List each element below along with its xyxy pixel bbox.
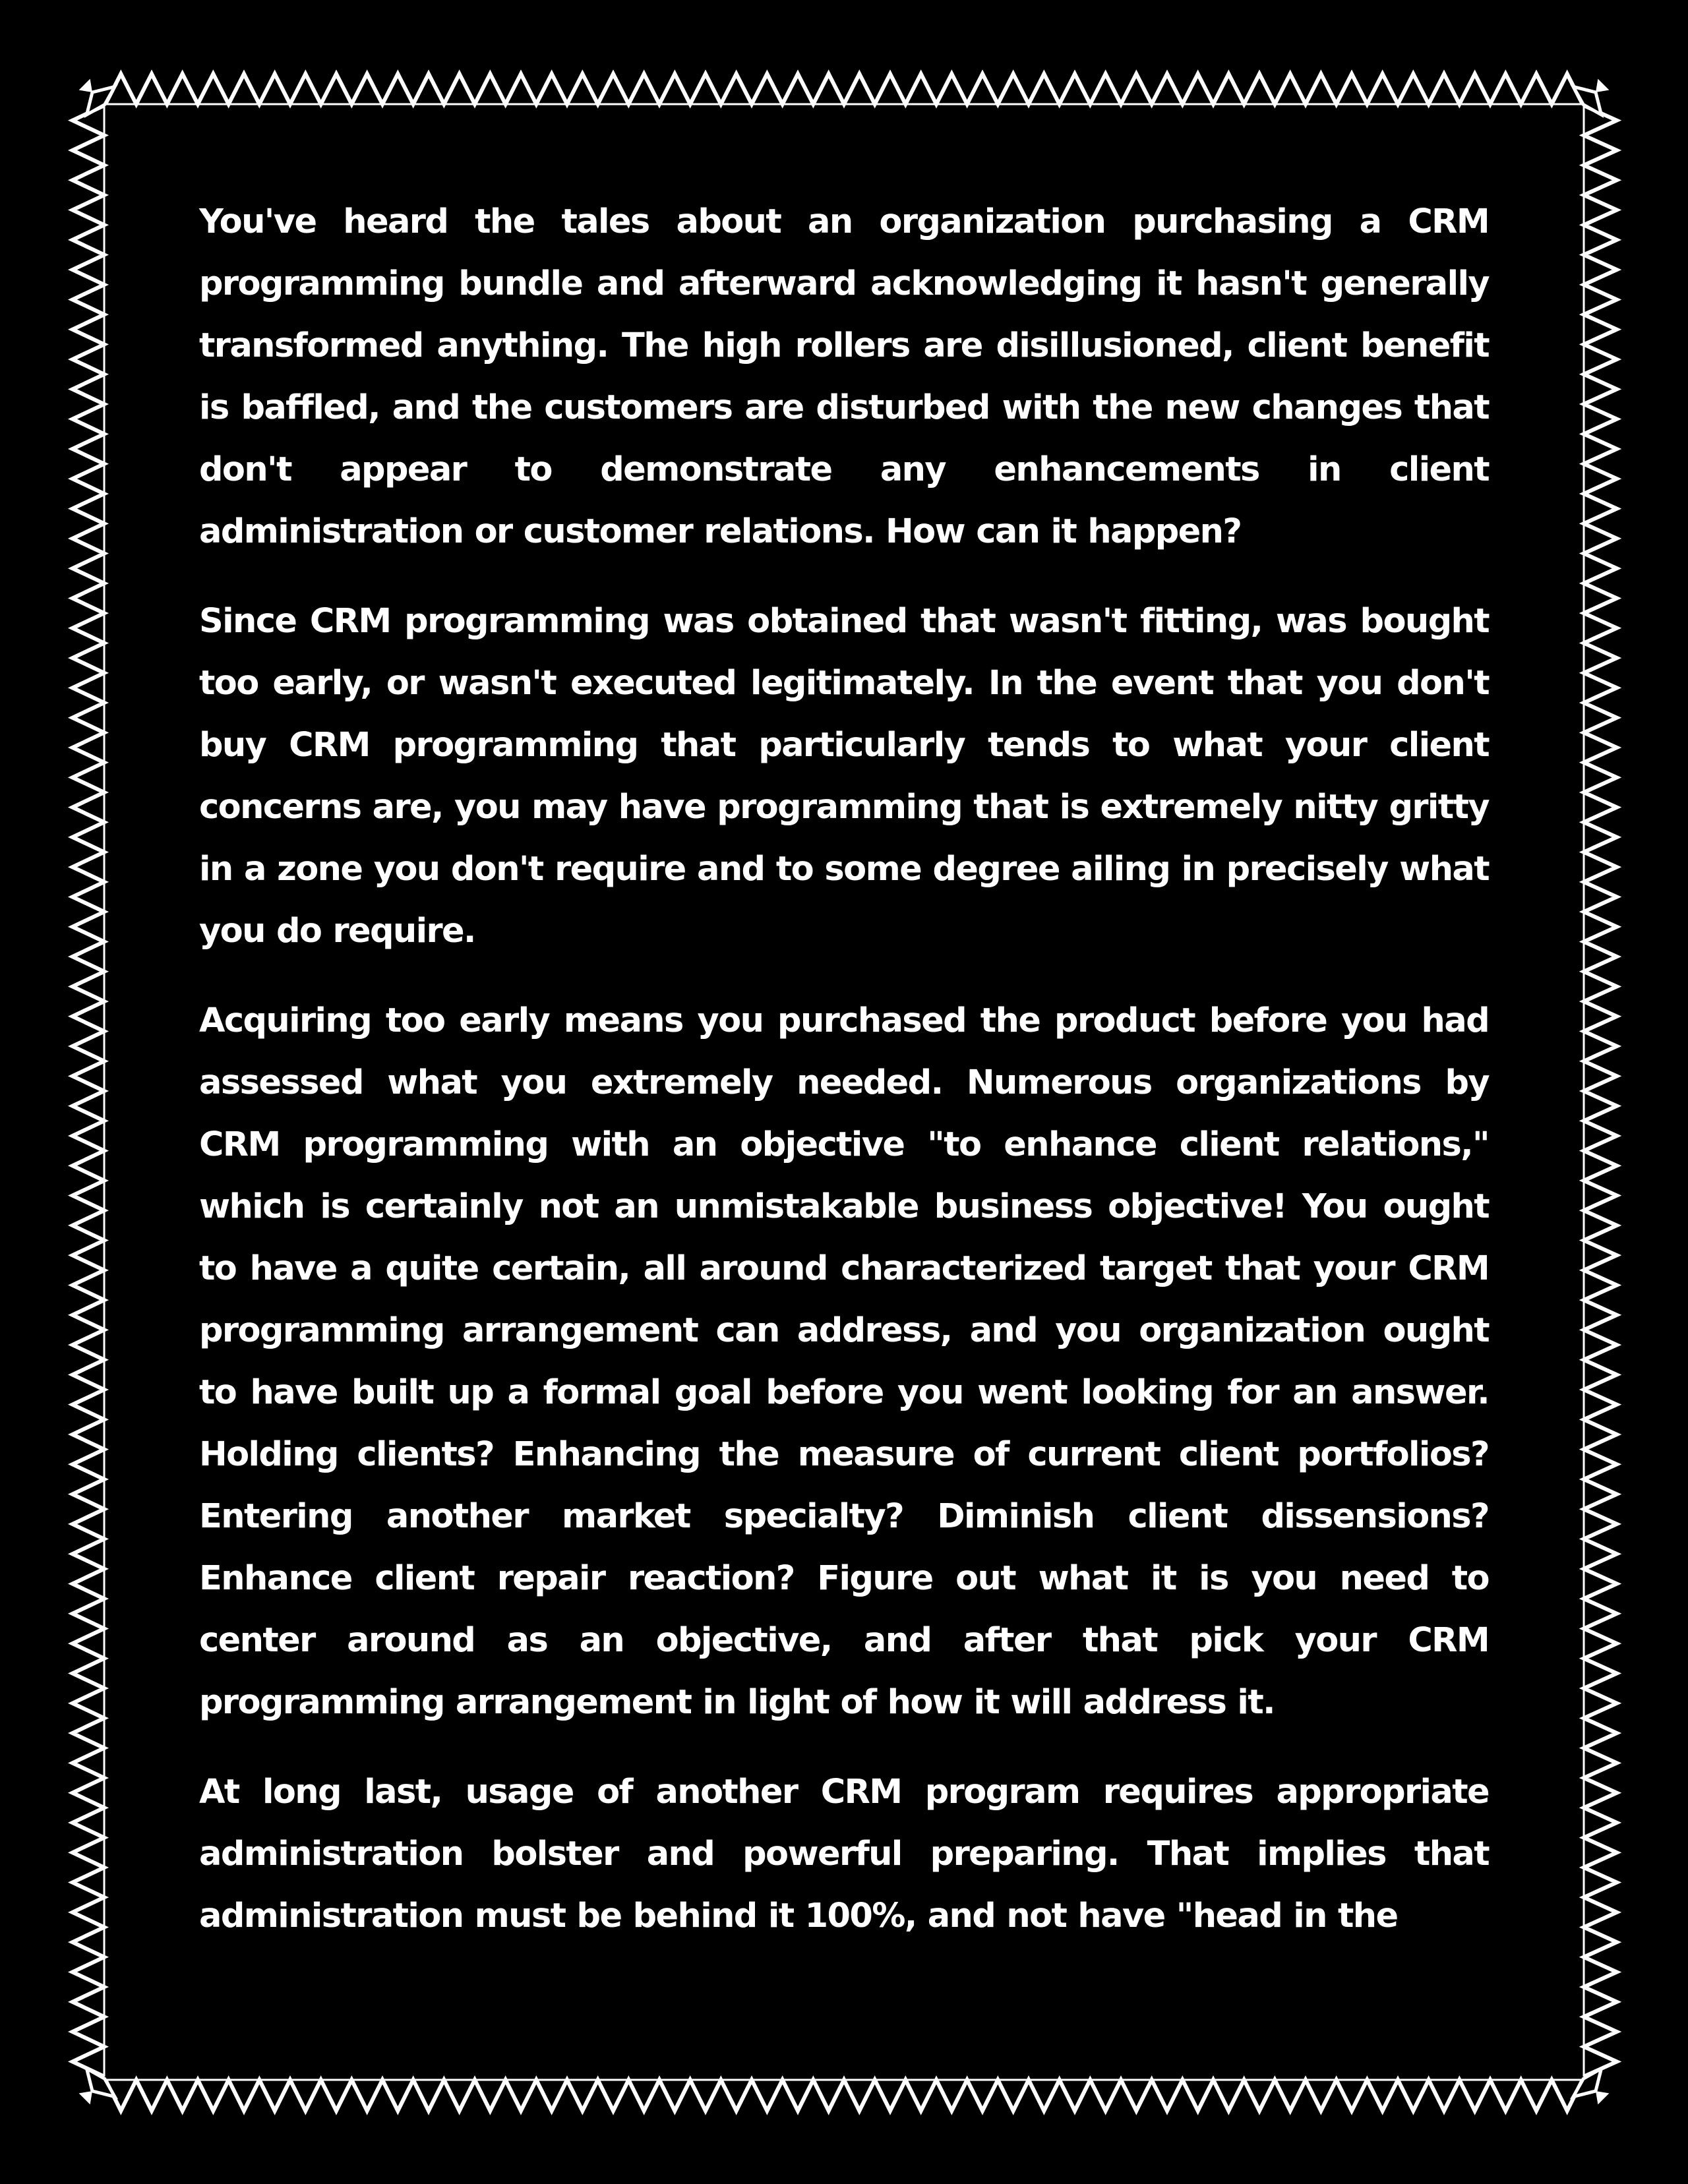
paragraph-2: Since CRM programming was obtained that wasn't fitting, was bought too early, or wasn't executed legitimately. In the event that you don't buy CRM programming that particularly tends to what your client concerns are, you may have programming that is extremely nitty gritty in a zone you don't require and to some degree ailing in precisely what you do require. xyxy=(199,602,1489,951)
paragraph-1: You've heard the tales about an organization purchasing a CRM programming bundle and afterward acknowledging it hasn't generally transformed anything. The high rollers are disillusioned, client benefit is baffled, and the customers are disturbed with the new changes that don't appear to demonstrate any enhancements in client administration or customer relations. How can it happen? xyxy=(199,202,1489,551)
document-body xyxy=(199,191,1489,1975)
paragraph-4: At long last, usage of another CRM program requires appropriate administration bolster and powerful preparing. That implies that administration must be behind it 100%, and not have "head in the xyxy=(199,1773,1489,1935)
paragraph-3: Acquiring too early means you purchased the product before you had assessed what you extremely needed. Numerous organizations by CRM programming with an objective "to enhance client relations," which is certainly not an unmistakable business objective! You ought to have a quite certain, all around characterized target that your CRM programming arrangement can address, and you organization ought to have built up a formal goal before you went looking for an answer. Holding clients? Enhancing the measure of current client portfolios? Entering another market specialty? Diminish client dissensions? Enhance client repair reaction? Figure out what it is you need to center around as an objective, and after that pick your CRM programming arrangement in light of how it will address it. xyxy=(199,1001,1489,1722)
